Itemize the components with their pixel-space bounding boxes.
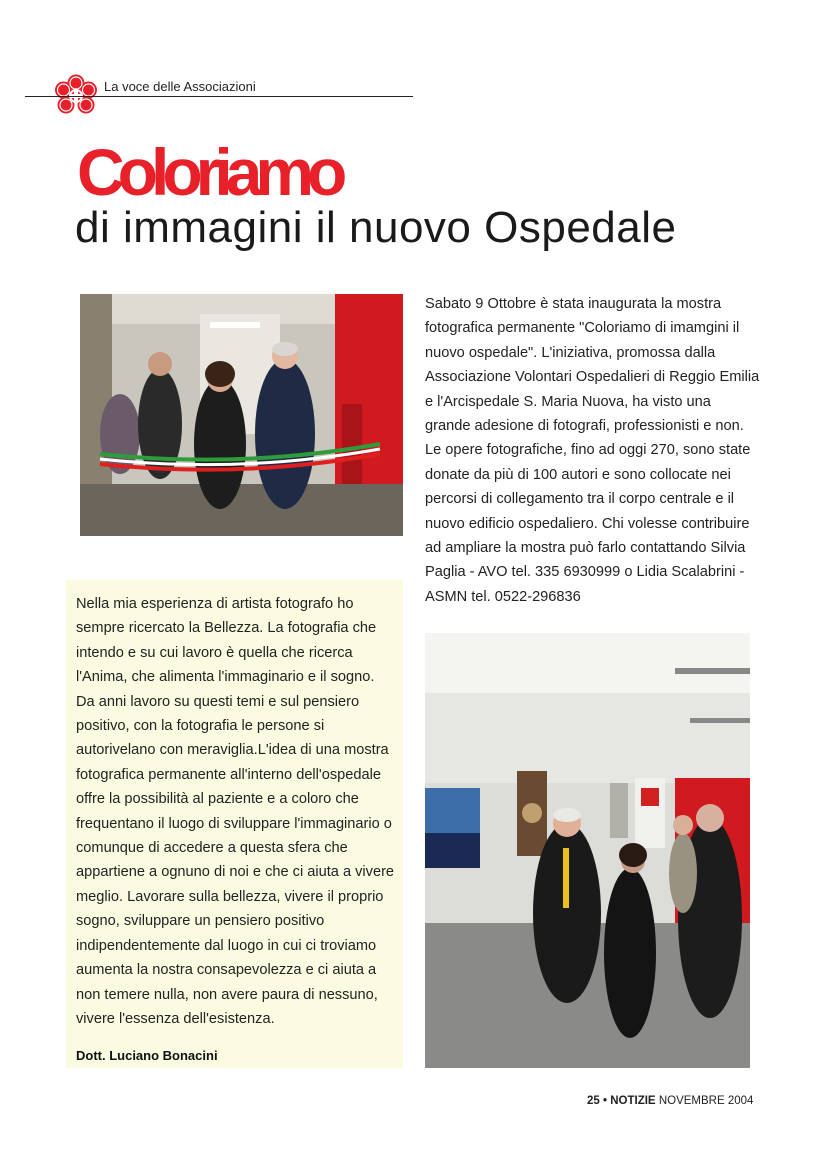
page-footer bbox=[587, 1095, 753, 1107]
photo-ribbon-cutting bbox=[80, 294, 403, 536]
article-title: di immagini il nuovo Ospedale bbox=[75, 203, 677, 252]
issue-date: NOVEMBRE 2004 bbox=[658, 1095, 754, 1107]
article-title-highlight: Coloriamo bbox=[77, 135, 341, 209]
section-label: La voce delle Associazioni bbox=[104, 79, 256, 94]
author-signature: Dott. Luciano Bonacini bbox=[76, 1048, 218, 1063]
flower-logo-icon bbox=[53, 74, 99, 120]
footer-separator: • bbox=[603, 1095, 608, 1107]
photo-corridor-gallery bbox=[425, 633, 750, 1068]
header-divider bbox=[25, 96, 413, 97]
quote-text bbox=[76, 592, 402, 1031]
page-number: 25 bbox=[587, 1095, 600, 1107]
quote-paragraph-1: Nella mia esperienza di artista fotografo ho sempre ricercato la Bellezza. La fotografia che intendo e su cui lavoro è quella che ricerca l'Anima, che alimenta l'immaginario e il sogno. bbox=[76, 596, 377, 686]
quote-paragraph-2: Da anni lavoro su questi temi e sul pensiero positivo, con la fotografia le persone si autorivelano con meraviglia.L'idea di una mostra fotografica permanente all'interno dell'ospedale offre la possibilità al paziente e a coloro che frequentano il luogo di sviluppare l'immaginario o comunque di accedere a questa sfera che appartiene a ognuno di noi e che ci aiuta a vivere meglio. Lavorare sulla bellezza, vivere il proprio sogno, sviluppare un pensiero positivo indipendentemente dal luogo in cui ci troviamo aumenta la nostra consapevolezza e ci aiuta a non temere nulla, non avere paura di nessuno, vivere l'essenza dell'esistenza. bbox=[76, 693, 395, 1027]
intro-paragraph: Sabato 9 Ottobre è stata inaugurata la mostra fotografica permanente "Coloriamo di imamgini il nuovo ospedale". L'iniziativa, promossa dalla Associazione Volontari Ospedalieri di Reggio Emilia e l'Arcispedale S. Maria Nuova, ha visto una grande adesione di fotografi, professionisti e non. Le opere fotografiche, fino ad oggi 270, sono state donate da più di 100 autori e sono collocate nei percorsi di collegamento tra il corpo centrale e il nuovo edificio ospedaliero. Chi volesse contribuire ad ampliare la mostra può farlo contattando Silvia Paglia - AVO tel. 335 6930999 o Lidia Scalabrini - ASMN tel. 0522-296836 bbox=[425, 296, 760, 605]
publication-name: NOTIZIE bbox=[610, 1095, 656, 1107]
